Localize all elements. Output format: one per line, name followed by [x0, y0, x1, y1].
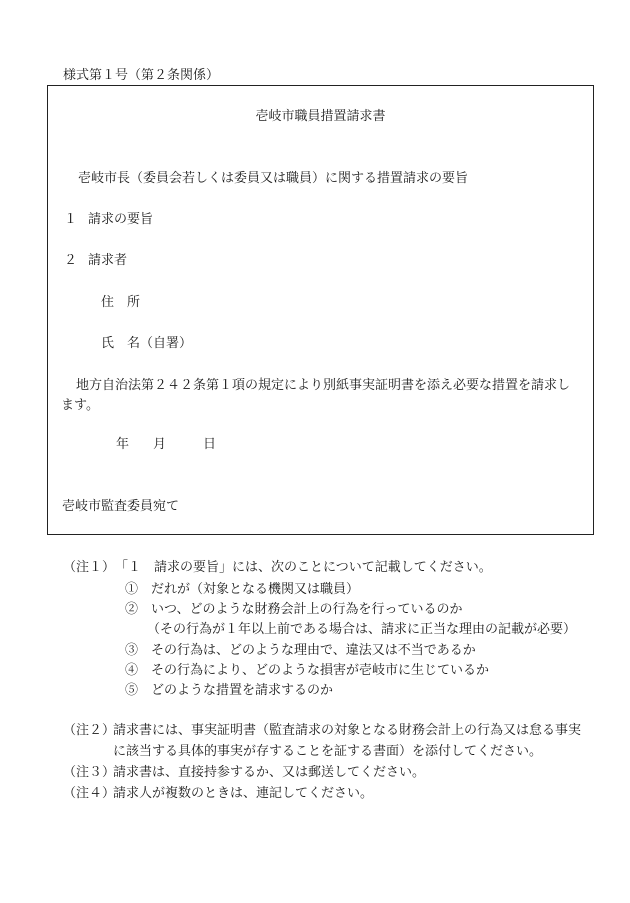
note-1-item-1: ① だれが（対象となる機関又は職員）: [125, 582, 360, 597]
note-1-item-4: ④ その行為により、どのような損害が壱岐市に生じているか: [125, 663, 490, 678]
note-2-line-1: 請求書には、事実証明書（監査請求の対象となる財務会計上の行為又は怠る事実: [113, 723, 582, 738]
statement-line-1: 地方自治法第２４２条第１項の規定により別紙事実証明書を添え必要な措置を請求し: [76, 378, 571, 393]
date-month: 月: [153, 437, 167, 452]
name-signature-label: 氏 名（自署）: [101, 336, 193, 351]
note-1-tag: （注１）: [63, 560, 116, 575]
note-1-item-3: ③ その行為は、どのような理由で、違法又は不当であるか: [125, 643, 476, 658]
note-1-item-2: ② いつ、どのような財務会計上の行為を行っているのか: [125, 602, 463, 617]
note-3-tag: （注３）: [63, 765, 116, 780]
item-1-label: 請求の要旨: [88, 212, 154, 227]
item-2-number: ２: [64, 253, 78, 268]
item-1-number: １: [64, 212, 78, 227]
note-4-text: 請求人が複数のときは、連記してください。: [113, 786, 374, 801]
form-number-label: 様式第１号（第２条関係）: [63, 68, 220, 83]
note-2-line-2: に該当する具体的事実が存することを証する書面）を添付してください。: [113, 744, 543, 759]
note-1-text: 「１ 請求の要旨」には、次のことについて記載してください。: [115, 560, 492, 575]
note-1-item-5: ⑤ どのような措置を請求するのか: [125, 683, 334, 698]
form-title: 壱岐市職員措置請求書: [255, 109, 386, 124]
date-day: 日: [203, 437, 217, 452]
note-4-tag: （注４）: [63, 786, 116, 801]
addressee: 壱岐市監査委員宛て: [62, 499, 180, 514]
note-1-item-2-sub: （その行為が１年以上前である場合は、請求に正当な理由の記載が必要）: [147, 622, 577, 637]
request-form-box: [47, 85, 594, 535]
address-label: 住 所: [101, 295, 141, 310]
date-year: 年: [116, 437, 130, 452]
item-2-label: 請求者: [88, 253, 128, 268]
statement-line-2: ます。: [61, 398, 99, 413]
request-gist-heading: 壱岐市長（委員会若しくは委員又は職員）に関する措置請求の要旨: [78, 171, 469, 186]
note-2-tag: （注２）: [63, 723, 116, 738]
note-3-text: 請求書は、直接持参するか、又は郵送してください。: [113, 765, 426, 780]
